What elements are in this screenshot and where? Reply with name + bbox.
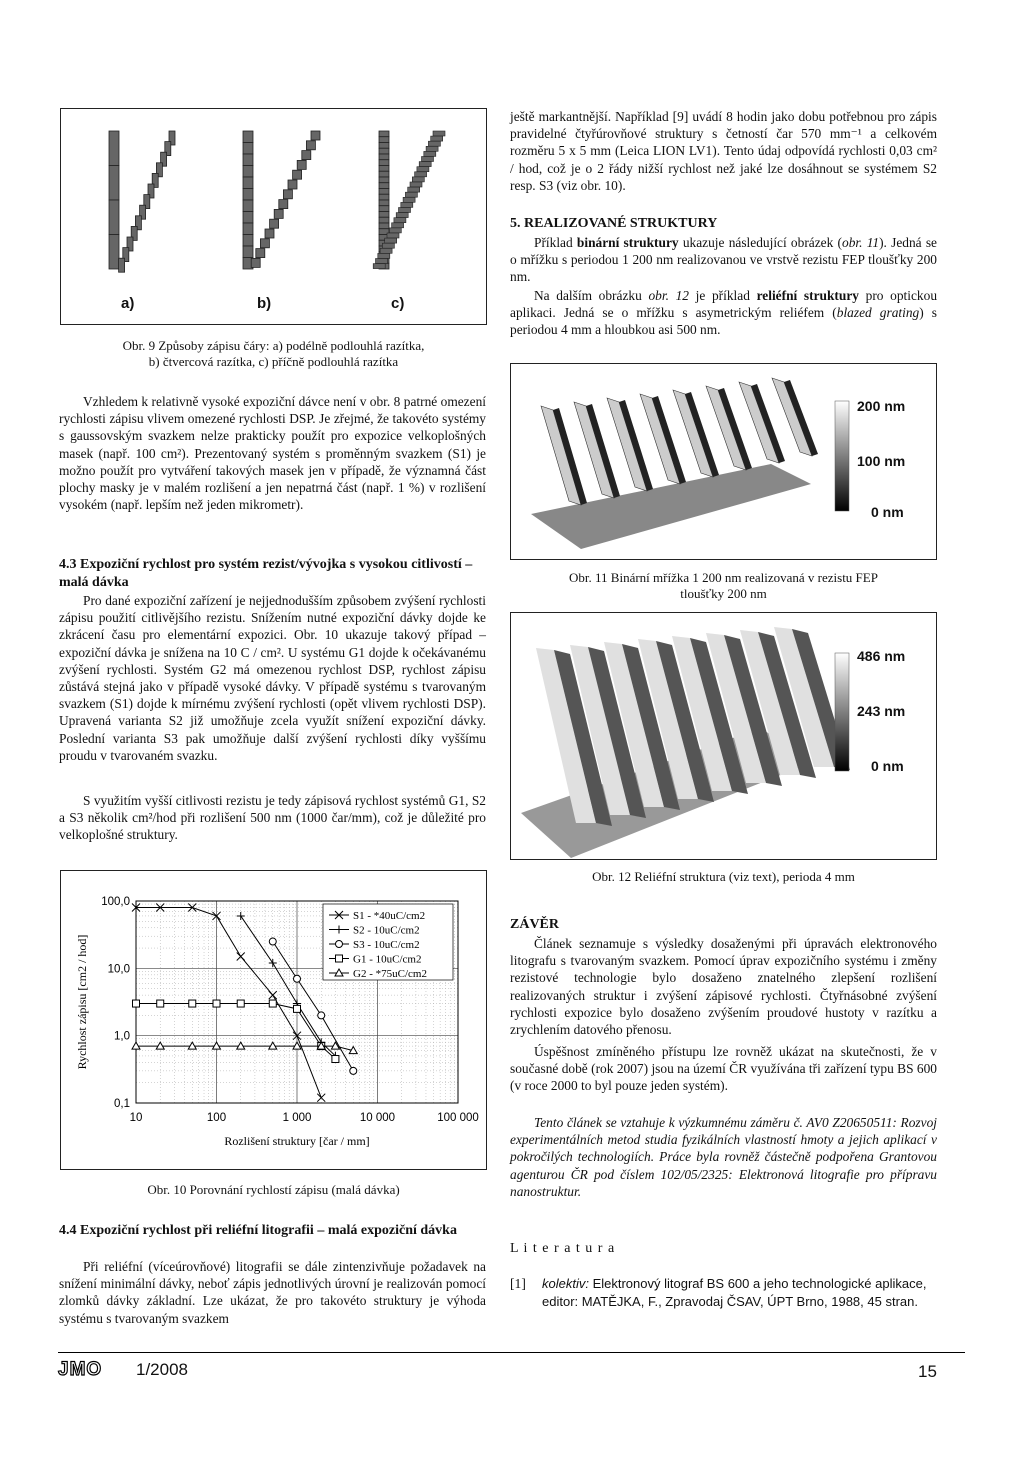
right-paragraph-1: ještě markantnější. Například [9] uvádí 8 hodin jako dobu potřebnou pro zápis pravidelné čtyřúrovňové struktury s četností čar 570 mm⁻¹ a celkovém rozměru 5 x 5 mm (Leica LION LV1). Tento údaj odpovídá rychlosti 0,03 cm² / hod, což je o 2 řády nižší rychlost než jaké lze dosáhnout se systémem S2 resp. S3 (viz obr. 10).	[510, 109, 937, 193]
x-tick-label: 1 000	[282, 1112, 312, 1124]
left-paragraph-1: Vzhledem k relativně vysoké expoziční dávce není v obr. 8 patrné omezení rychlosti zápisu vlivem omezené rychlosti DSP. Je zřejmé, že takovéto systémy s gaussovským svazkem nelze prakticky použít pro expozice velkoplošných masek (např. 100 cm²). Prezentovaný systém s proměnným svazkem (S1) je možno použít pro vytváření takových masek jen v případě, že významná část plochy masky je v malém rozlišení a jen nepatrná část (např. 1 %) v rozlišení vysokém (např. lepším než jeden mikrometr).	[59, 394, 486, 513]
stamp-rect	[306, 141, 315, 150]
data-point	[294, 975, 301, 982]
fig12-scale-mid: 243 nm	[857, 703, 906, 719]
y-tick-label: 100,0	[101, 896, 130, 908]
legend-entry: S3 - 10uC/cm2	[353, 939, 420, 951]
stamp-rect	[431, 136, 443, 141]
stamp-rect	[243, 246, 253, 258]
stamp-rect	[279, 200, 288, 209]
stamp-rect	[274, 209, 283, 218]
stamp-rect	[379, 177, 389, 183]
stamp-rect	[376, 259, 388, 264]
data-point	[332, 1056, 339, 1063]
x-tick-label: 10	[129, 1112, 143, 1124]
legend-entry: S1 - *40uC/cm2	[353, 910, 426, 922]
section-5-paragraph-1	[510, 234, 937, 286]
x-tick-label: 100 000	[437, 1112, 479, 1124]
y-tick-label: 10,0	[107, 963, 130, 976]
stamp-rect	[243, 200, 253, 212]
fig11-caption-line1: Obr. 11 Binární mřížka 1 200 nm realizovaná v rezistu FEP	[569, 570, 878, 585]
stamp-rect	[379, 154, 389, 160]
figure-11	[510, 363, 937, 560]
stamp-rect	[426, 146, 438, 151]
stamp-rect	[109, 131, 119, 166]
data-point	[133, 1000, 140, 1007]
issue-number: 1/2008	[136, 1360, 188, 1379]
fig12-scale-bot: 0 nm	[871, 758, 904, 774]
data-point	[336, 955, 343, 962]
stamp-rect	[379, 212, 389, 218]
stamp-rect	[410, 182, 422, 187]
stamp-rect	[424, 151, 436, 156]
text-run-italic: obr. 11	[842, 235, 880, 250]
stamp-rect	[379, 206, 389, 212]
fig9-label-b: b)	[257, 295, 272, 312]
stamp-rect	[399, 208, 411, 213]
stamp-rect	[109, 166, 119, 201]
stamp-rect	[243, 166, 253, 178]
text-run: je příklad	[688, 288, 757, 303]
stamp-rect	[311, 131, 320, 140]
stamp-rect	[283, 190, 292, 199]
stamp-rect	[293, 170, 302, 179]
stamp-rect	[389, 228, 401, 233]
reference-number: [1]	[510, 1276, 526, 1291]
stamp-rect	[288, 180, 297, 189]
data-point	[294, 1005, 301, 1012]
text-run-bold: reliéfní struktury	[756, 288, 859, 303]
legend-entry: G1 - 10uC/cm2	[353, 953, 422, 966]
data-point	[156, 1042, 164, 1049]
data-point	[213, 1000, 220, 1007]
fig9-label-a: a)	[121, 295, 135, 312]
stamp-rect	[379, 217, 389, 223]
reference-1	[510, 1275, 937, 1311]
fig9-caption-line1: Obr. 9 Způsoby zápisu čáry: a) podélně podlouhlá razítka,	[122, 338, 425, 353]
legend-entry: S2 - 10uC/cm2	[353, 924, 420, 937]
stamp-rect	[380, 248, 392, 253]
stamp-rect	[119, 258, 125, 272]
fig11-scale-top: 200 nm	[857, 398, 906, 414]
stamp-rect	[243, 131, 253, 143]
write-speed-chart	[61, 871, 486, 1169]
y-tick-label: 0,1	[114, 1098, 130, 1110]
stamp-rect	[405, 192, 417, 197]
data-point	[350, 1067, 357, 1074]
stamp-rect	[243, 189, 253, 201]
data-point	[213, 1042, 221, 1049]
stamp-rect	[379, 137, 389, 143]
stamp-rect	[379, 183, 389, 189]
fig9-label-c: c)	[391, 295, 405, 312]
stamp-rect	[379, 189, 389, 195]
series-s	[133, 1000, 339, 1062]
stamp-rect	[297, 160, 306, 169]
text-run: Příklad	[534, 235, 577, 250]
stamp-rect	[243, 223, 253, 235]
stamp-rect	[378, 253, 390, 258]
text-run: ). Jedná se o mřížku s periodou 1 200 nm realizovanou ve vrstvě rezistu FEP tloušťky 200 nm.	[510, 235, 937, 285]
figure-9	[60, 108, 487, 325]
stamp-rect	[422, 157, 434, 162]
figure-12	[510, 612, 937, 860]
stamp-rect	[302, 151, 311, 160]
text-run: ukazuje následující obrázek (	[678, 235, 842, 250]
data-point	[157, 1000, 164, 1007]
stamp-rect	[415, 172, 427, 177]
stamp-rect	[243, 154, 253, 166]
data-point	[269, 938, 276, 945]
data-point	[188, 1042, 196, 1049]
stamp-rect	[265, 229, 274, 238]
footer-rule	[58, 1352, 965, 1353]
fig11-scale-mid: 100 nm	[857, 453, 906, 469]
stamp-rect	[379, 143, 389, 149]
stamp-rect	[379, 166, 389, 172]
stamp-rect	[379, 194, 389, 200]
conclusion-heading: ZÁVĚR	[510, 917, 560, 932]
stamp-rect	[373, 264, 385, 269]
text-run-italic: blazed grating	[836, 305, 920, 321]
stamp-rect	[243, 212, 253, 224]
chart-legend	[323, 904, 453, 980]
data-point	[336, 941, 343, 948]
stamp-rect	[379, 148, 389, 154]
stamp-rect	[403, 197, 415, 202]
text-run: pro optickou aplikaci. Jedná se o mřížku s asymetrickým reliéfem (	[510, 288, 938, 321]
stamp-rect	[396, 213, 408, 218]
y-tick-label: 1,0	[114, 1030, 130, 1043]
stamp-rect	[379, 200, 389, 206]
stamp-rect	[382, 243, 394, 248]
fig12-caption: Obr. 12 Reliéfní struktura (viz text), perioda 4 mm	[592, 869, 855, 884]
stamp-rect	[408, 187, 420, 192]
stamp-rect	[401, 202, 413, 207]
data-point	[189, 1000, 196, 1007]
figure-10	[60, 870, 487, 1170]
stamp-rect	[379, 223, 389, 229]
section-5-heading: 5. REALIZOVANÉ STRUKTURY	[510, 216, 718, 231]
fig11-scale-bot: 0 nm	[871, 504, 904, 520]
section-4-3-paragraph-2: S využitím vyšší citlivosti rezistu je tedy zápisová rychlost systémů G1, S2 a S3 několik cm²/hod při rozlišení 500 nm (1000 čar/mm), což je důležité pro velkoplošné struktury.	[59, 793, 486, 843]
data-point	[132, 1042, 140, 1049]
section-4-3-paragraph-1: Pro dané expoziční zařízení je nejjednodušším způsobem zvýšení rychlosti zápisu použití citlivějšího rezistu. Snížením nutné expoziční dávky dojde ke zkrácení času pro elementární expozici. Obr. 10 ukazuje takový případ – expoziční dávka je snížena na 10 C / cm². U systému G1 dojde k očekávanému zvýšení rychlosti. Systém G2 má omezenou rychlost DSP, rychlost zápisu zůstává stejná jako v případě vysoké dávky. V případě systému s tvarovaným svazkem (S1) dojde k mírnému zvýšení rychlosti (opět vlivem rychlosti DSP). Upravená varianta S2 již umožňuje zcela využít snížení expoziční dávky. Poslední varianta S3 pak umožňuje další zvýšení rychlosti díky vyššímu proudu v tvarovaném svazku.	[59, 593, 486, 763]
data-point	[237, 1042, 245, 1049]
stamp-rect	[260, 239, 269, 248]
reference-author: kolektiv:	[542, 1276, 589, 1291]
journal-logo: JMO	[58, 1359, 103, 1380]
references-heading: L i t e r a t u r a	[510, 1241, 616, 1256]
section-4-4-heading: 4.4 Expoziční rychlost při reliéfní litografii – malá expoziční dávka	[59, 1223, 457, 1238]
stamp-rect	[109, 200, 119, 235]
stamp-rect	[417, 167, 429, 172]
stamp-rect	[394, 218, 406, 223]
stamp-rect	[412, 177, 424, 182]
y-axis-label: Rychlost zápisu [cm2 / hod]	[75, 934, 89, 1070]
fig11-caption-line2: tloušťky 200 nm	[680, 586, 767, 601]
line-writing-diagram	[61, 109, 486, 324]
fig9-caption-line2: b) čtvercová razítka, c) příčně podlouhlá razítka	[148, 354, 399, 369]
text-run-bold: binární struktury	[576, 235, 679, 250]
data-point	[317, 1094, 325, 1102]
stamp-rect	[419, 162, 431, 167]
stamp-rect	[243, 177, 253, 189]
reference-text: Elektronový litograf BS 600 a jeho technologické aplikace, editor: MATĚJKA, F., Zpravodaj ČSAV, ÚPT Brno, 1988, 45 stran.	[542, 1276, 927, 1309]
stamp-rect	[270, 219, 279, 228]
data-point	[237, 912, 245, 920]
stamp-rect	[251, 258, 260, 267]
stamp-rect	[379, 171, 389, 177]
data-point	[237, 952, 245, 960]
text-run: ) s periodou 4 mm a hloubkou asi 500 nm.	[510, 305, 937, 338]
stamp-rect	[385, 238, 397, 243]
stamp-rect	[109, 235, 119, 270]
data-point	[269, 1000, 276, 1007]
stamp-rect	[392, 223, 404, 228]
x-tick-label: 100	[206, 1112, 227, 1124]
stamp-rect	[428, 141, 440, 146]
section-4-4-paragraph-1: Při reliéfní (víceúrovňové) litografii se dále zintenzivňuje požadavek na snížení minimální dávky, neboť zápis jednotlivých úrovní je realizován pomocí zlomků dávky základní. Lze ukázat, že pro takovéto struktury je výhoda systému s tvarovaným svazkem	[59, 1259, 486, 1326]
stamp-rect	[387, 233, 399, 238]
stamp-rect	[379, 160, 389, 166]
fig10-caption: Obr. 10 Porovnání rychlostí zápisu (malá dávka)	[147, 1182, 400, 1197]
x-axis-label: Rozlišení struktury [čar / mm]	[224, 1134, 370, 1148]
page-number: 15	[918, 1362, 937, 1381]
stamp-rect	[379, 131, 389, 137]
acknowledgement: Tento článek se vztahuje k výzkumnému záměru č. AV0 Z20650511: Rozvoj experimentálních metod studia fyzikálních vlastností hmoty a jejich aplikací v pokročilých technologiích. Práce byla rovněž částečně podpořena Grantovou agenturou ČR pod číslem 102/05/2325: Elektronová litografie pro přípravu nanostruktur.	[510, 1115, 937, 1199]
fig12-scale-top: 486 nm	[857, 648, 906, 664]
stamp-rect	[433, 131, 445, 136]
x-tick-label: 10 000	[359, 1112, 396, 1124]
conclusion-paragraph-2: Úspěšnost zmíněného přístupu lze rovněž ukázat na skutečnosti, že v současné době (rok 2007) jsou na území ČR využívána tři zařízení typu BS 600 (v roce 2000 to byl pouze jeden systém).	[510, 1044, 937, 1094]
text-run: Na dalším obrázku	[534, 288, 649, 303]
legend-entry: G2 - *75uC/cm2	[353, 968, 427, 980]
data-point	[269, 959, 277, 967]
section-5-paragraph-2	[510, 287, 937, 339]
data-point	[237, 1000, 244, 1007]
data-point	[269, 1042, 277, 1049]
conclusion-paragraph-1: Článek seznamuje s výsledky dosaženými při úpravách elektronového litografu s tvarovaným svazkem. Pomocí úprav expozičního systému i změny rezistové technologie bylo dosaženo znatelného zlepšení rozlišení realizovaných struktur i zvýšení zápisové rychlosti. Čtyřnásobné zvýšení rychlosti expozice bylo dosaženo zvýšením proudové hustoty v razítku a zrychlením datového přenosu.	[510, 936, 937, 1038]
data-point	[318, 1012, 325, 1019]
section-4-3-heading: 4.3 Expoziční rychlost pro systém rezist/vývojka s vysokou citlivostí – malá dávka	[59, 557, 473, 590]
stamp-rect	[256, 249, 265, 258]
stamp-rect	[243, 143, 253, 155]
text-run-italic: obr. 12	[648, 288, 689, 303]
stamp-rect	[243, 235, 253, 247]
